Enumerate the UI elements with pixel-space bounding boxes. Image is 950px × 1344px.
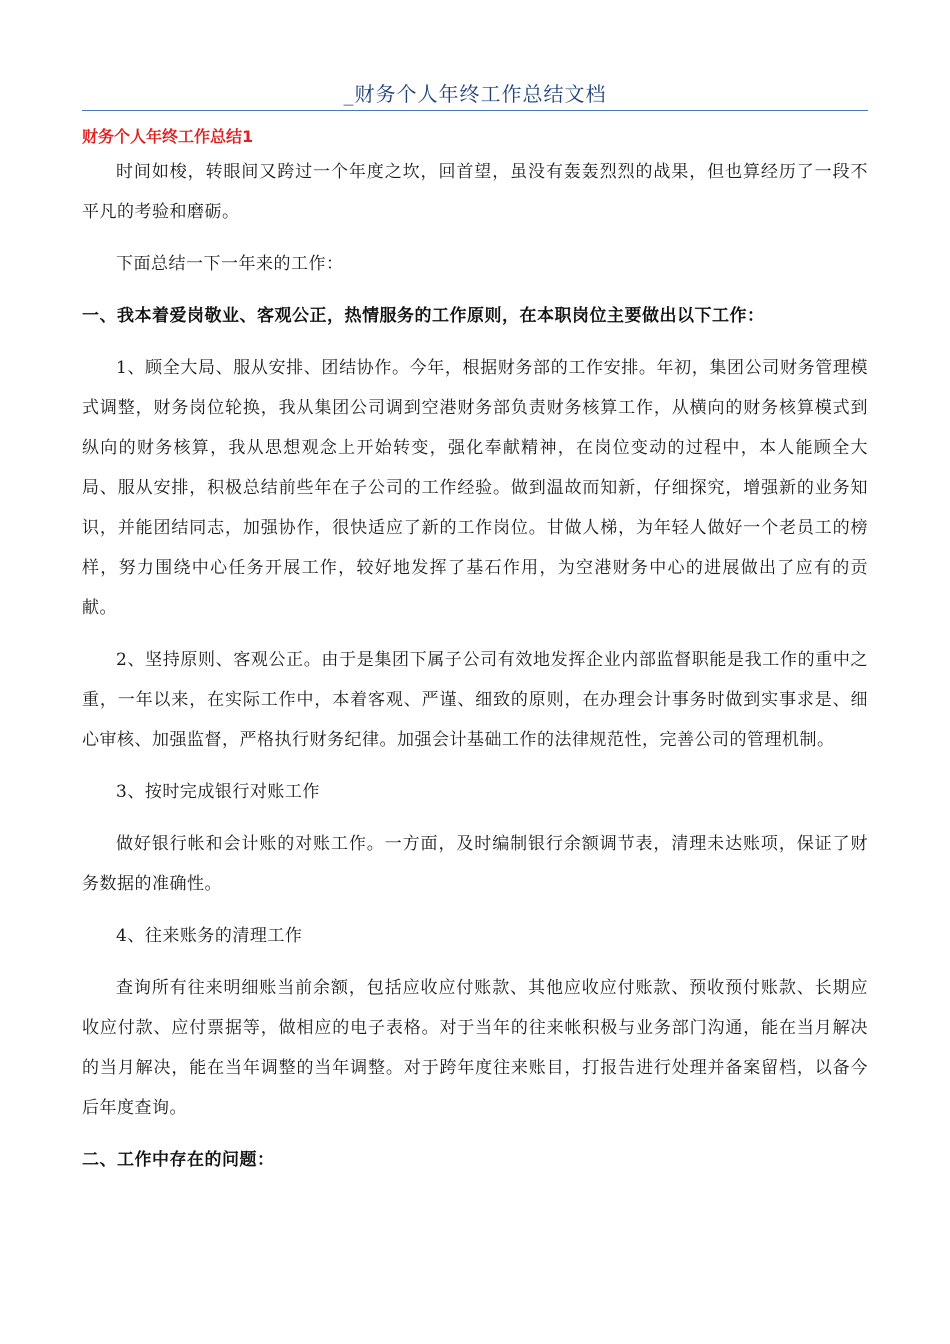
header-divider [82, 110, 868, 111]
item-1-paragraph: 1、顾全大局、服从安排、团结协作。今年，根据财务部的工作安排。年初，集团公司财务管理模式调整，财务岗位轮换，我从集团公司调到空港财务部负责财务核算工作，从横向的财务核算模式到纵向的财务核算，我从思想观念上开始转变，强化奉献精神，在岗位变动的过程中，本人能顾全大局、服从安排，积极总结前些年在子公司的工作经验。做到温故而知新，仔细探究，增强新的业务知识，并能团结同志，加强协作，很快适应了新的工作岗位。甘做人梯，为年轻人做好一个老员工的榜样，努力围绕中心任务开展工作，较好地发挥了基石作用，为空港财务中心的进展做出了应有的贡献。 [82, 358, 868, 618]
section-title: 财务个人年终工作总结1 [82, 127, 254, 146]
item-4-body: 查询所有往来明细账当前余额，包括应收应付账款、其他应收应付账款、预收预付账款、长期应收应付款、应付票据等，做相应的电子表格。对于当年的往来帐积极与业务部门沟通，能在当月解决的当月解决，能在当年调整的当年调整。对于跨年度往来账目，打报告进行处理并备案留档，以备今后年度查询。 [82, 978, 868, 1118]
summary-lead-paragraph: 下面总结一下一年来的工作： [116, 254, 344, 274]
document-body [82, 124, 868, 1180]
item-2-paragraph: 2、坚持原则、客观公正。由于是集团下属子公司有效地发挥企业内部监督职能是我工作的重中之重，一年以来，在实际工作中，本着客观、严谨、细致的原则，在办理会计事务时做到实事求是、细心审核、加强监督，严格执行财务纪律。加强会计基础工作的法律规范性，完善公司的管理机制。 [82, 650, 868, 750]
heading-problems: 二、工作中存在的问题： [82, 1150, 275, 1170]
intro-paragraph: 时间如梭，转眼间又跨过一个年度之坎，回首望，虽没有轰轰烈烈的战果，但也算经历了一段不平凡的考验和磨砺。 [82, 162, 868, 222]
item-4-title: 4、往来账务的清理工作 [116, 926, 303, 946]
item-3-title: 3、按时完成银行对账工作 [116, 782, 320, 802]
document-header-title: _财务个人年终工作总结文档 [343, 82, 607, 106]
item-3-body: 做好银行帐和会计账的对账工作。一方面，及时编制银行余额调节表，清理未达账项，保证了财务数据的准确性。 [82, 834, 868, 894]
heading-work-principles: 一、我本着爱岗敬业、客观公正，热情服务的工作原则，在本职岗位主要做出以下工作： [82, 306, 765, 326]
